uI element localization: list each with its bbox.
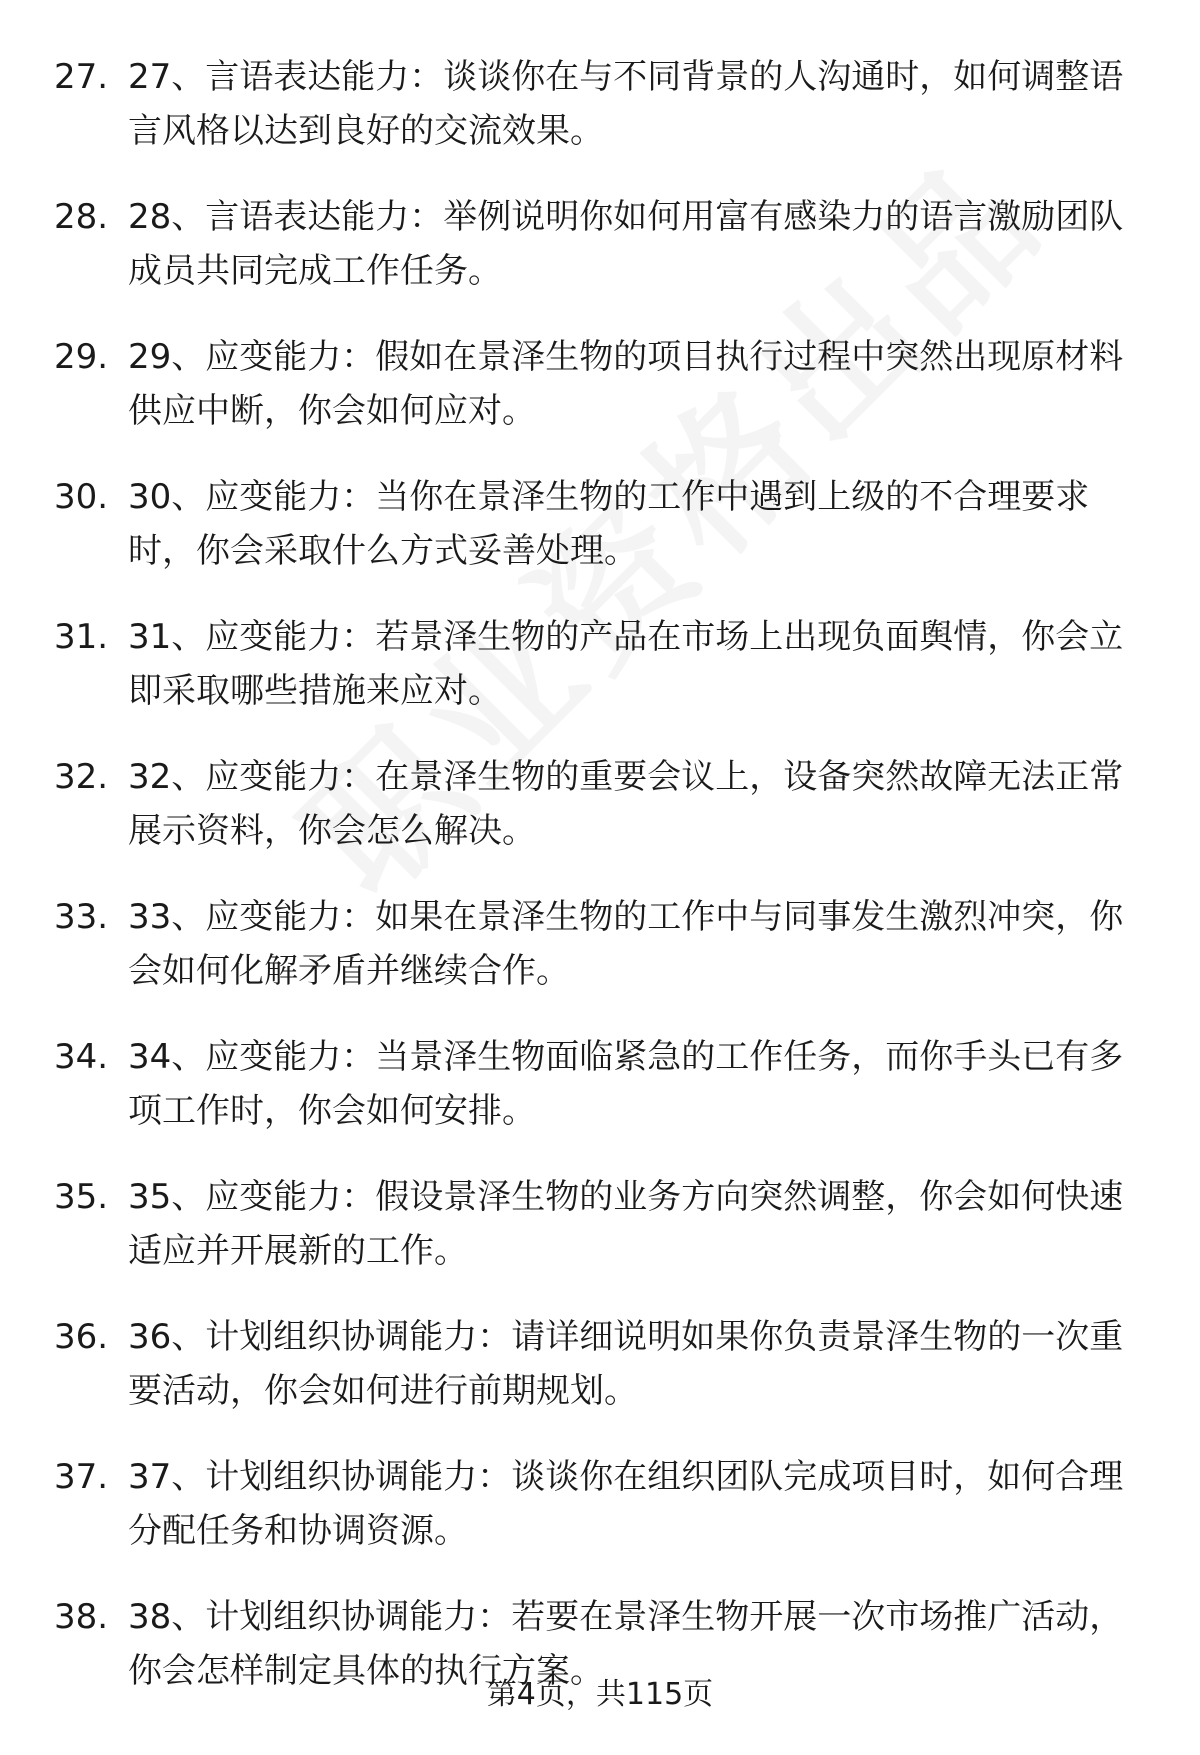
item-number: 33. [54, 897, 109, 937]
item-number: 37. [54, 1457, 109, 1497]
item-text: 30、应变能力：当你在景泽生物的工作中遇到上级的不合理要求时，你会采取什么方式妥善处理。 [128, 477, 1090, 571]
item-number: 32. [54, 757, 109, 797]
question-list [0, 50, 1200, 1730]
list-item [0, 1450, 1200, 1558]
list-item [0, 1310, 1200, 1418]
item-text: 34、应变能力：当景泽生物面临紧急的工作任务，而你手头已有多项工作时，你会如何安排。 [128, 1037, 1124, 1131]
list-item [0, 610, 1200, 718]
item-text: 31、应变能力：若景泽生物的产品在市场上出现负面舆情，你会立即采取哪些措施来应对。 [128, 617, 1124, 711]
page-footer: 第4页，共115页 [486, 1677, 714, 1712]
item-text: 36、计划组织协调能力：请详细说明如果你负责景泽生物的一次重要活动，你会如何进行前期规划。 [128, 1317, 1124, 1411]
item-text: 33、应变能力：如果在景泽生物的工作中与同事发生激烈冲突，你会如何化解矛盾并继续合作。 [128, 897, 1124, 991]
list-item [0, 470, 1200, 578]
list-item [0, 50, 1200, 158]
item-text: 38、计划组织协调能力：若要在景泽生物开展一次市场推广活动，你会怎样制定具体的执行方案。 [128, 1597, 1124, 1691]
list-item [0, 1030, 1200, 1138]
item-number: 36. [54, 1317, 109, 1357]
item-number: 29. [54, 337, 109, 377]
item-number: 38. [54, 1597, 109, 1637]
item-text: 37、计划组织协调能力：谈谈你在组织团队完成项目时，如何合理分配任务和协调资源。 [128, 1457, 1124, 1551]
item-number: 31. [54, 617, 109, 657]
item-text: 28、言语表达能力：举例说明你如何用富有感染力的语言激励团队成员共同完成工作任务。 [128, 197, 1124, 291]
list-item [0, 750, 1200, 858]
list-item [0, 1170, 1200, 1278]
item-number: 28. [54, 197, 109, 237]
item-number: 35. [54, 1177, 109, 1217]
item-text: 29、应变能力：假如在景泽生物的项目执行过程中突然出现原材料供应中断，你会如何应对。 [128, 337, 1124, 431]
list-item [0, 330, 1200, 438]
list-item [0, 890, 1200, 998]
list-item [0, 190, 1200, 298]
item-number: 30. [54, 477, 109, 517]
item-number: 27. [54, 57, 109, 97]
item-text: 32、应变能力：在景泽生物的重要会议上，设备突然故障无法正常展示资料，你会怎么解决。 [128, 757, 1124, 851]
item-text: 27、言语表达能力：谈谈你在与不同背景的人沟通时，如何调整语言风格以达到良好的交流效果。 [128, 57, 1124, 151]
item-number: 34. [54, 1037, 109, 1077]
item-text: 35、应变能力：假设景泽生物的业务方向突然调整，你会如何快速适应并开展新的工作。 [128, 1177, 1124, 1271]
